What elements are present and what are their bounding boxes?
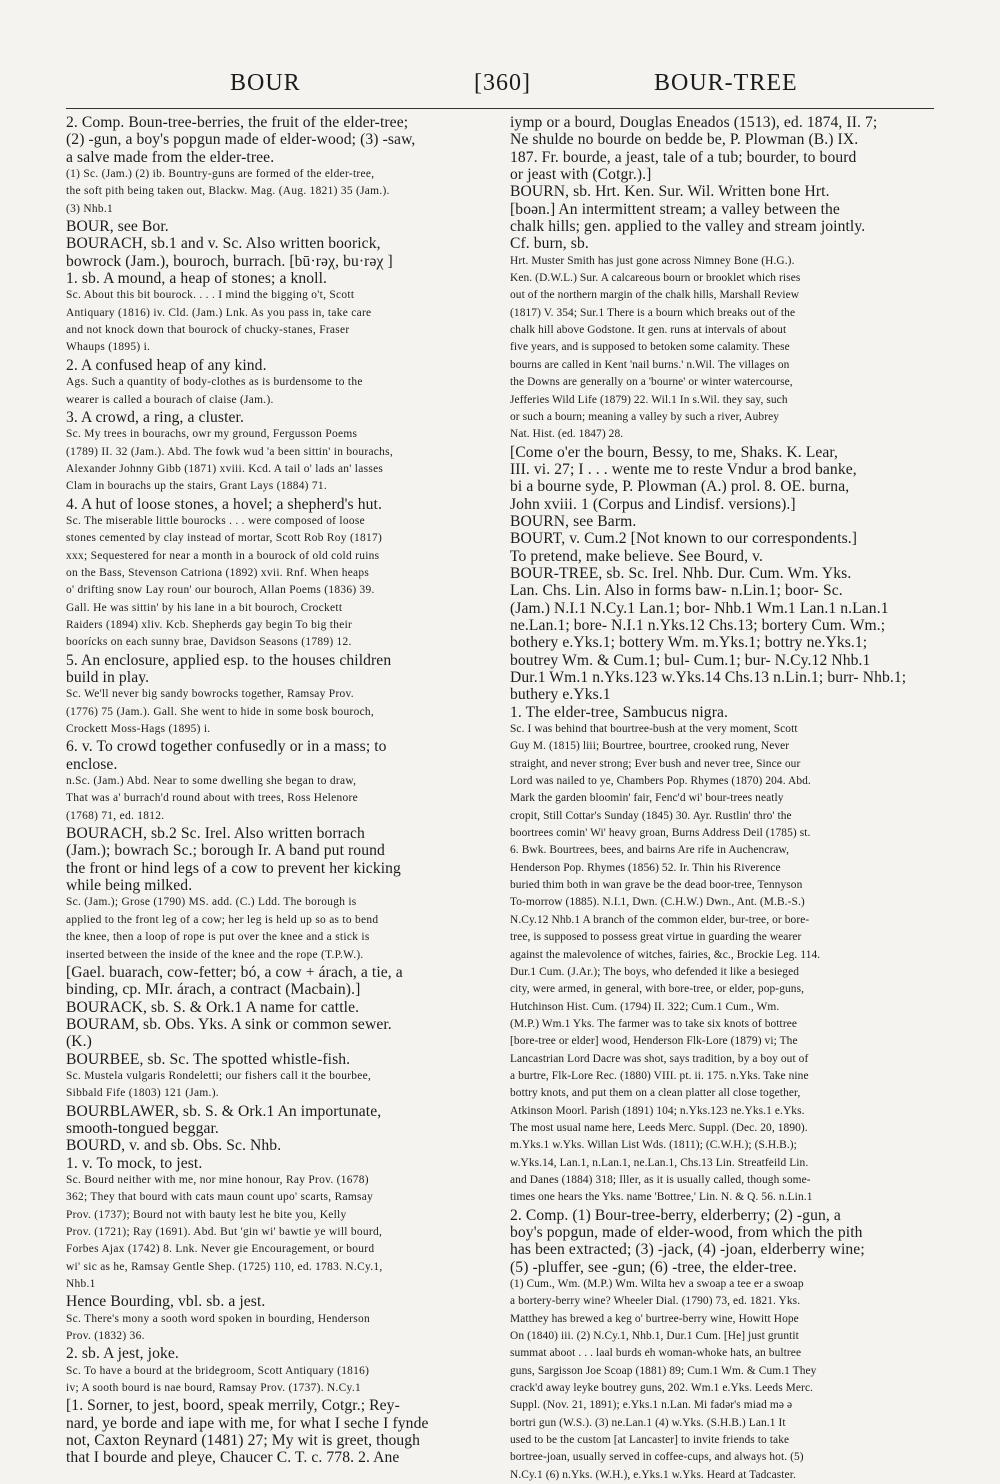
quotation-line: bourns are called in Kent 'nail burns.' n.Wil. The villages on [510, 358, 790, 371]
quotation-line: Sc. The miserable little bourocks . . . were composed of loose [66, 514, 365, 527]
quotation-line: Sc. We'll never big sandy bowrocks together, Ramsay Prov. [66, 688, 354, 701]
quotation-line: Raiders (1894) xliv. Kcb. Shepherds gay begin To big their [66, 618, 353, 631]
entry-line: nard, ye borde and iape with me, for what I seche I fynde [66, 1414, 429, 1432]
entry-line: 1. sb. A mound, a heap of stones; a knoll. [66, 270, 328, 288]
entry-line: 2. Comp. (1) Bour-tree-berry, elderberry; (2) -gun, a [510, 1206, 841, 1224]
quotation-line: on the Bass, Stevenson Catriona (1892) xvii. Rnf. When heaps [66, 566, 370, 579]
quotation-line: iv; A sooth bourd is nae bourd, Ramsay Prov. (1737). N.Cy.1 [66, 1382, 361, 1395]
quotation-line: out of the northern margin of the chalk hills, Marshall Review [510, 289, 800, 302]
quotation-line: (1) Cum., Wm. (M.P.) Wm. Wilta hev a swoap a tee er a swoap [510, 1278, 804, 1291]
quotation-line: Ags. Such a quantity of body-clothes as is burdensome to the [66, 376, 363, 389]
quotation-line: boorícks on each sunny brae, Davidson Seasons (1789) 12. [66, 636, 352, 649]
entry-line: BOURT, v. Cum.2 [Not known to our correspondents.] [510, 530, 858, 548]
entry-line: bi a bourne syde, P. Plowman (A.) prol. 8. OE. burna, [510, 478, 850, 496]
entry-line: bothery e.Yks.1; bottery Wm. m.Yks.1; bottry ne.Yks.1; [510, 634, 868, 652]
entry-line: 6. v. To crowd together confusedly or in a mass; to [66, 738, 387, 756]
quotation-line: Sc. (Jam.); Grose (1790) MS. add. (C.) Ldd. The borough is [66, 896, 357, 909]
quotation-line: Prov. (1721); Ray (1691). Abd. But 'gin wi' bawtie ye will bourd, [66, 1226, 383, 1238]
entry-line: BOURBEE, sb. Sc. The spotted whistle-fish. [66, 1050, 351, 1068]
quotation-line: w.Yks.14, Lan.1, n.Lan.1, ne.Lan.1, Chs.13 Lin. Streatfeild Lin. [510, 1156, 809, 1169]
quotation-line: summat aboot . . . laal burds eh woman-whoke hats, an bultree [510, 1347, 802, 1360]
quotation-line: n.Sc. (Jam.) Abd. Near to some dwelling she began to draw, [66, 775, 357, 788]
entry-line: build in play. [66, 669, 150, 686]
header-left-headword: BOUR [230, 70, 301, 96]
entry-line: BOURACK, sb. S. & Ork.1 A name for cattle. [66, 998, 360, 1016]
entry-line: boutrey Wm. & Cum.1; bul- Cum.1; bur- N.Cy.12 Nhb.1 [510, 651, 871, 669]
quotation-line: Sc. My trees in bourachs, owr my ground, Fergusson Poems [66, 428, 358, 441]
quotation-line: Guy M. (1815) liii; Bourtree, bourtree, crooked rung, Never [510, 740, 790, 753]
entry-line: [1. Sorner, to jest, boord, speak merrily, Cotgr.; Rey- [66, 1397, 400, 1415]
quotation-line: Prov. (1737); Bourd not with bauty lest he bite you, Kelly [66, 1208, 347, 1221]
entry-line: [Come o'er the bourn, Bessy, to me, Shaks. K. Lear, [510, 443, 839, 461]
entry-line: BOURACH, sb.1 and v. Sc. Also written boorick, [66, 235, 381, 253]
entry-line: [boən.] An intermittent stream; a valley between the [510, 200, 840, 218]
quotation-line: (1) Sc. (Jam.) (2) ib. Bountry-guns are formed of the elder-tree, [66, 168, 375, 181]
entry-line: BOURN, see Barm. [510, 512, 637, 530]
entry-line: III. vi. 27; I . . . wente me to reste Vndur a brod banke, [510, 460, 857, 478]
entry-line: 1. The elder-tree, Sambucus nigra. [510, 703, 729, 721]
entry-line: BOURBLAWER, sb. S. & Ork.1 An importunate, [66, 1102, 382, 1120]
entry-line: not, Caxton Reynard (1481) 27; My wit is greet, though [66, 1432, 421, 1450]
quotation-line: applied to the front leg of a cow; her leg is held up so as to bend [66, 913, 379, 926]
quotation-line: boortrees comin' Wi' heavy groan, Burns Address Deil (1785) st. [510, 827, 811, 840]
quotation-line: crack'd away leyke boutrey guns, 202. Wm.1 e.Yks. Leeds Merc. [510, 1382, 814, 1395]
quotation-line: city, were armed, in general, with bore-tree, or elder, pop-guns, [510, 983, 805, 996]
entry-line: the front or hind legs of a cow to prevent her kicking [66, 859, 401, 877]
quotation-line: tree, is supposed to possess great virtue in guarding the wearer [510, 931, 802, 944]
quotation-line: Sc. I was behind that bourtree-bush at the very moment, Scott [510, 723, 798, 736]
entry-line: BOUR, see Bor. [66, 218, 169, 236]
quotation-line: 362; They that bourd with cats maun count upo' scarts, Ramsay [66, 1191, 374, 1204]
quotation-line: Jefferies Wild Life (1879) 22. Wil.1 In s.Wil. they say, such [510, 393, 788, 406]
quotation-line: used to be the custom [at Lancaster] to invite friends to take [510, 1434, 790, 1447]
quotation-line: inserted between the inside of the knee and the rope (T.P.W.). [66, 948, 364, 961]
quotation-line: [bore-tree or elder] wood, Henderson Flk-Lore (1879) vi; The [510, 1035, 798, 1048]
quotation-line: (M.P.) Wm.1 Yks. The farmer was to take six knots of bottree [510, 1017, 798, 1030]
entry-line: smooth-tongued beggar. [66, 1119, 219, 1137]
quotation-line: or such a bourn; meaning a valley by such a river, Aubrey [510, 410, 780, 423]
quotation-line: Suppl. (Nov. 21, 1891); e.Yks.1 n.Lan. Mi fadər's miad mə ə [510, 1399, 793, 1412]
quotation-line: Atkinson Moorl. Parish (1891) 104; n.Yks.123 ne.Yks.1 e.Yks. [510, 1104, 805, 1117]
entry-line: boy's popgun, made of elder-wood, from which the pith [510, 1224, 863, 1241]
quotation-line: That was a' burrach'd round about with trees, Ross Helenore [66, 792, 358, 805]
entry-line: bowrock (Jam.), bouroch, burrach. [bū·rəχ, bu·rəχ ] [66, 252, 393, 270]
quotation-line: Sc. There's mony a sooth word spoken in bourding, Henderson [66, 1312, 370, 1325]
entry-line: 3. A crowd, a ring, a cluster. [66, 408, 244, 426]
entry-line: BOURACH, sb.2 Sc. Irel. Also written borrach [66, 825, 365, 843]
quotation-line: o' drifting snow Lay roun' our bouroch, Allan Poems (1836) 39. [66, 584, 375, 597]
entry-line: while being milked. [66, 877, 193, 895]
left-column [66, 114, 498, 1467]
quotation-line: buried thim both in wan grave be the dead boor-tree, Tennyson [510, 879, 803, 892]
entry-line: 4. A hut of loose stones, a hovel; a shepherd's hut. [66, 495, 382, 513]
entry-line: BOURD, v. and sb. Obs. Sc. Nhb. [66, 1137, 282, 1155]
quotation-line: Mark the garden bloomin' fair, Fenc'd wi' bour-trees neatly [510, 792, 784, 805]
quotation-line: guns, Sargisson Joe Scoap (1881) 89; Cum.1 Wm. & Cum.1 They [510, 1364, 817, 1377]
quotation-line: m.Yks.1 w.Yks. Willan List Wds. (1811); (C.W.H.); (S.H.B.); [510, 1139, 797, 1152]
quotation-line: Sibbald Fife (1803) 121 (Jam.). [66, 1087, 219, 1100]
quotation-line: bottry knots, and put them on a clean platter all close together, [510, 1087, 801, 1100]
entry-line: Lan. Chs. Lin. Also in forms baw- n.Lin.1; boor- Sc. [510, 582, 843, 600]
quotation-line: Alexander Johnny Gibb (1871) xviii. Kcd. A tail o' lads an' lasses [66, 462, 384, 475]
running-header [66, 70, 934, 106]
quotation-line: Forbes Ajax (1742) 8. Lnk. Never gie Encouragement, or bourd [66, 1243, 375, 1256]
quotation-line: cropit, Still Cottar's Sunday (1845) 30. Ayr. Rustlin' thro' the [510, 809, 792, 822]
entry-line: To pretend, make believe. See Bourd, v. [510, 547, 763, 565]
quotation-line: bortree-joan, usually served in coffee-cups, and always hot. (5) [510, 1451, 804, 1464]
entry-line: [Gael. buarach, cow-fetter; bó, a cow + árach, a tie, a [66, 963, 403, 981]
entry-line: 2. A confused heap of any kind. [66, 356, 267, 374]
quotation-line: (1817) V. 354; Sur.1 There is a bourn which breaks out of the [510, 306, 796, 319]
quotation-line: chalk hill above Godstone. It gen. runs at intervals of about [510, 324, 787, 337]
quotation-line: wearer is called a bourach of claise (Jam.). [66, 393, 274, 406]
quotation-line: bortri gun (W.S.). (3) ne.Lan.1 (4) w.Yks. (S.H.B.) Lan.1 It [510, 1416, 786, 1429]
quotation-line: Sc. To have a bourd at the bridegroom, Scott Antiquary (1816) [66, 1364, 370, 1377]
quotation-line: Henderson Pop. Rhymes (1856) 52. Ir. Thin his Riverence [510, 861, 781, 874]
entry-line: Hence Bourding, vbl. sb. a jest. [66, 1293, 266, 1311]
quotation-line: the Downs are generally on a 'bourne' or winter watercourse, [510, 376, 793, 389]
entry-line: iymp or a bourd, Douglas Eneados (1513), ed. 1874, II. 7; [510, 114, 878, 131]
quotation-line: On (1840) iii. (2) N.Cy.1, Nhb.1, Dur.1 Cum. [He] just gruntit [510, 1330, 799, 1343]
entry-line: 5. An enclosure, applied esp. to the houses children [66, 651, 392, 669]
quotation-line: Lord was nailed to ye, Chambers Pop. Rhymes (1870) 204. Abd. [510, 775, 811, 788]
quotation-line: Dur.1 Cum. (J.Ar.); The boys, who defended it like a besieged [510, 965, 800, 978]
quotation-line: and not knock down that bourock of chucky-stanes, Fraser [66, 324, 350, 337]
entry-line: buthery e.Yks.1 [510, 686, 611, 704]
quotation-line: Clam in bourachs up the stairs, Grant Lays (1884) 71. [66, 480, 328, 493]
entry-line: BOUR-TREE, sb. Sc. Irel. Nhb. Dur. Cum. Wm. Yks. [510, 564, 852, 582]
entry-line: (5) -pluffer, see -gun; (6) -tree, the elder-tree. [510, 1258, 797, 1276]
entry-line: that I bourde and pleye, Chaucer C. T. c. 778. 2. Ane [66, 1449, 400, 1467]
entry-line: John xviii. 1 (Corpus and Lindisf. versions).] [510, 495, 796, 513]
quotation-line: Antiquary (1816) iv. Cld. (Jam.) Lnk. As you pass in, take care [66, 306, 372, 319]
quotation-line: (1776) 75 (Jam.). Gall. She went to hide in some bosk bouroch, [66, 705, 375, 718]
quotation-line: times one hears the Yks. name 'Bottree,' Lin. N. & Q. 56. n.Lin.1 [510, 1191, 813, 1204]
quotation-line: Gall. He was sittin' by his lane in a bit bouroch, Crockett [66, 601, 343, 614]
quotation-line: five years, and is supposed to betoken some calamity. These [510, 341, 790, 354]
entry-line: Cf. burn, sb. [510, 235, 589, 253]
entry-line: 1. v. To mock, to jest. [66, 1154, 203, 1172]
quotation-line: (1789) II. 32 (Jam.). Abd. The fowk wud 'a been sittin' in bourachs, [66, 445, 394, 458]
entry-line: (Jam.) N.I.1 N.Cy.1 Lan.1; bor- Nhb.1 Wm.1 Lan.1 n.Lan.1 [510, 599, 889, 617]
quotation-line: the knee, then a loop of rope is put over the knee and a stick is [66, 931, 370, 944]
quotation-line: Lancastrian Lord Dacre was shot, says tradition, by a boy out of [510, 1052, 809, 1065]
quotation-line: Ken. (D.W.L.) Sur. A calcareous bourn or brooklet which rises [510, 272, 801, 285]
quotation-line: Sc. About this bit bourock. . . . I mind the bigging o't, Scott [66, 289, 355, 302]
quotation-line: Hrt. Muster Smith has just gone across Nimney Bone (H.G.). [510, 254, 795, 267]
quotation-line: Nhb.1 [66, 1278, 96, 1291]
quotation-line: (1768) 71, ed. 1812. [66, 809, 165, 822]
entry-line: chalk hills; gen. applied to the valley and stream jointly. [510, 218, 866, 236]
quotation-line: Nat. Hist. (ed. 1847) 28. [510, 428, 624, 441]
quotation-line: against the malevolence of witches, fairies, &c., Brockie Leg. 114. [510, 948, 821, 961]
entry-line: or jeast with (Cotgr.).] [510, 166, 652, 184]
entry-line: enclose. [66, 755, 118, 773]
quotation-line: Hutchinson Hist. Cum. (1794) II. 322; Cum.1 Cum., Wm. [510, 1000, 780, 1013]
entry-line: 2. Comp. Boun-tree-berries, the fruit of the elder-tree; [66, 114, 409, 131]
quotation-line: 6. Bwk. Bourtrees, bees, and bairns Are rife in Auchencraw, [510, 844, 790, 857]
entry-line: (2) -gun, a boy's popgun made of elder-wood; (3) -saw, [66, 131, 416, 149]
quotation-line: (3) Nhb.1 [66, 202, 113, 215]
quotation-line: the soft pith being taken out, Blackw. Mag. (Aug. 1821) 35 (Jam.). [66, 185, 390, 198]
entry-line: (Jam.); bowrach Sc.; borough Ir. A band put round [66, 842, 385, 860]
quotation-line: straight, and never strong; Ever bush and never tree, Since our [510, 757, 801, 770]
quotation-line: Whaups (1895) i. [66, 341, 151, 354]
header-right-headword: BOUR-TREE [654, 70, 798, 96]
entry-line: a salve made from the elder-tree. [66, 148, 275, 166]
entry-line: Dur.1 Wm.1 n.Yks.123 w.Yks.14 Chs.13 n.Lin.1; burr- Nhb.1; [510, 669, 907, 686]
quotation-line: a bortery-berry wine? Wheeler Dial. (1790) 73, ed. 1821. Yks. [510, 1295, 801, 1308]
quotation-line: N.Cy.1 (6) n.Yks. (W.H.), e.Yks.1 w.Yks. Heard at Tadcaster. [510, 1468, 796, 1481]
entry-line: 2. sb. A jest, joke. [66, 1345, 179, 1363]
quotation-line: Prov. (1832) 36. [66, 1330, 145, 1343]
entry-line: BOURAM, sb. Obs. Yks. A sink or common sewer. [66, 1015, 392, 1033]
quotation-line: Crockett Moss-Hags (1895) i. [66, 723, 211, 736]
entry-line: 187. Fr. bourde, a jeast, tale of a tub; bourder, to bourd [510, 148, 857, 166]
entry-line: ne.Lan.1; bore- N.I.1 n.Yks.12 Chs.13; bortery Cum. Wm.; [510, 616, 886, 634]
quotation-line: a burtre, Flk-Lore Rec. (1880) VIII. pt. ii. 175. n.Yks. Take nine [510, 1069, 809, 1082]
quotation-line: To-morrow (1885). N.I.1, Dwn. (C.H.W.) Dwn., Ant. (M.B.-S.) [510, 896, 805, 909]
quotation-line: N.Cy.12 Nhb.1 A branch of the common elder, bur-tree, or bore- [510, 913, 810, 926]
entry-line: (K.) [66, 1033, 92, 1051]
quotation-line: wi' sic as he, Ramsay Gentle Shep. (1725) 110, ed. 1783. N.Cy.1, [66, 1260, 383, 1273]
entry-line: binding, cp. MIr. árach, a contract (Macbain).] [66, 981, 361, 999]
header-rule [66, 108, 934, 109]
entry-line: Ne shulde no bourde on bedde be, P. Plowman (B.) IX. [510, 131, 859, 149]
quotation-line: stones cemented by clay instead of mortar, Scott Rob Roy (1817) [66, 532, 383, 545]
entry-line: has been extracted; (3) -jack, (4) -joan, elderberry wine; [510, 1241, 865, 1259]
quotation-line: Sc. Mustela vulgaris Rondeletti; our fishers call it the bourbee, [66, 1069, 372, 1082]
entry-line: BOURN, sb. Hrt. Ken. Sur. Wil. Written bone Hrt. [510, 183, 830, 201]
quotation-line: The most usual name here, Leeds Merc. Suppl. (Dec. 20, 1890). [510, 1121, 808, 1134]
page-number: [360] [474, 70, 531, 96]
quotation-line: Matthey has brewed a keg o' burtree-berry wine, Howitt Hope [510, 1312, 799, 1325]
quotation-line: xxx; Sequestered for near a month in a bourock of old cold ruins [66, 549, 380, 562]
right-column [510, 114, 938, 1481]
quotation-line: Sc. Bourd neither with me, nor mine honour, Ray Prov. (1678) [66, 1173, 369, 1186]
quotation-line: and Danes (1884) 318; Iller, as it is usually called, though some- [510, 1173, 811, 1186]
